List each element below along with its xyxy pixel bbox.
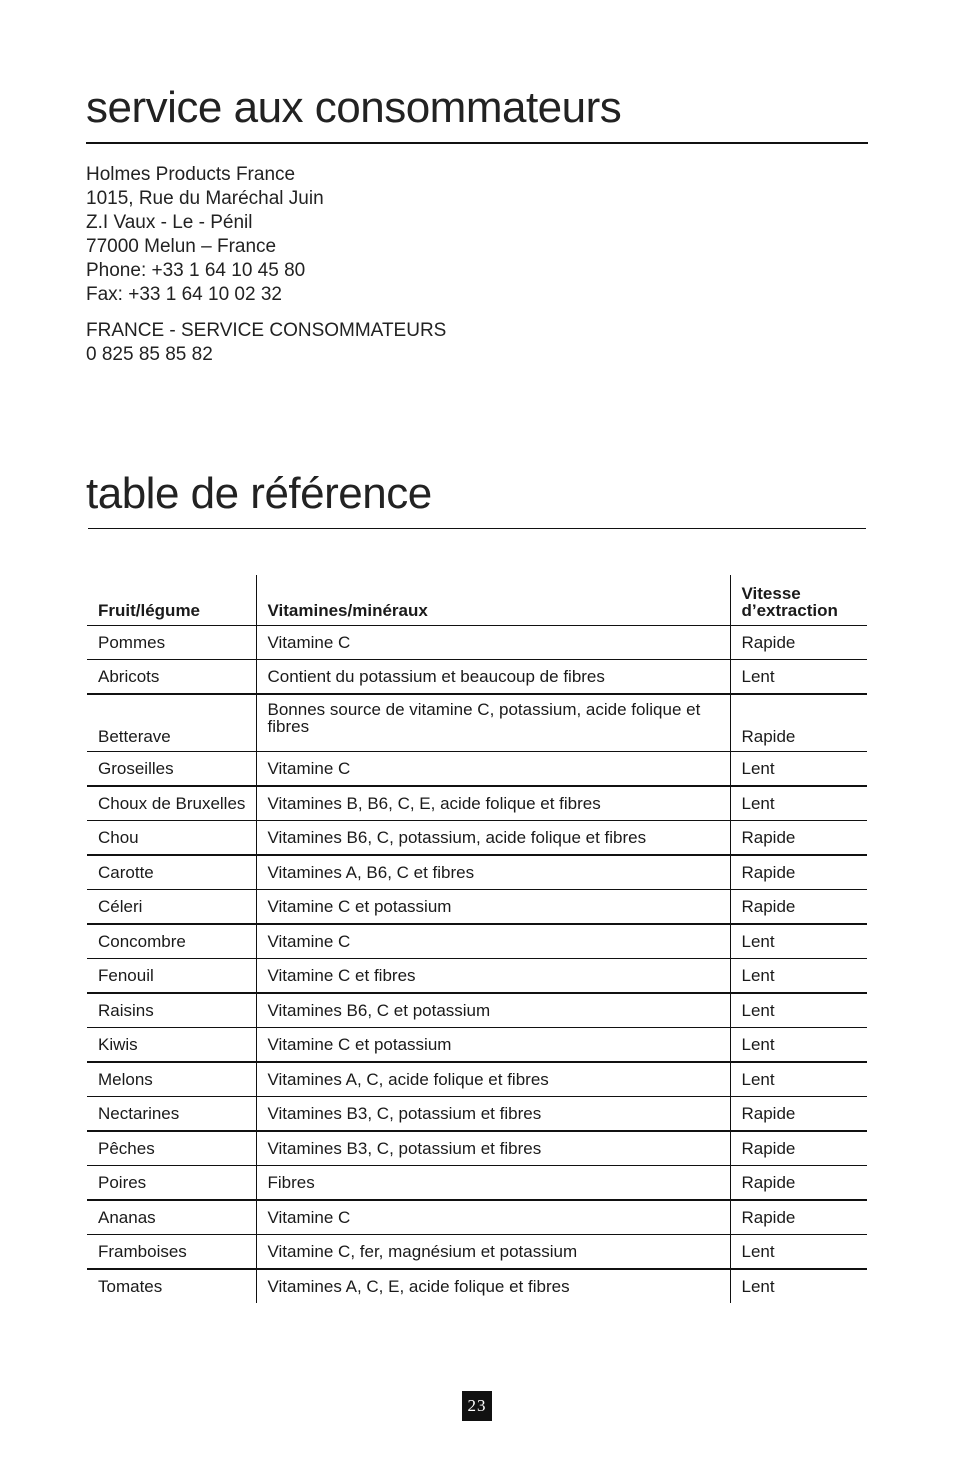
hotline-block	[86, 319, 446, 367]
table-row	[87, 924, 867, 959]
cell-speed: Rapide	[730, 1131, 867, 1166]
cell-speed: Rapide	[730, 694, 867, 752]
cell-vitamins: Vitamine C	[256, 626, 730, 660]
cell-fruit: Nectarines	[87, 1097, 256, 1132]
title-rule	[86, 142, 868, 144]
page-number: 23	[462, 1391, 492, 1421]
cell-vitamins: Vitamines B3, C, potassium et fibres	[256, 1097, 730, 1132]
cell-fruit: Kiwis	[87, 1028, 256, 1063]
address-line: Z.I Vaux - Le - Pénil	[86, 212, 253, 233]
address-line: 77000 Melun – France	[86, 236, 277, 257]
cell-speed: Lent	[730, 993, 867, 1028]
cell-vitamins: Bonnes source de vitamine C, potassium, acide folique et fibres	[256, 694, 730, 752]
table-row	[87, 752, 867, 787]
hotline-label: FRANCE - SERVICE CONSOMMATEURS	[86, 320, 447, 341]
cell-speed: Rapide	[730, 890, 867, 925]
cell-fruit: Choux de Bruxelles	[87, 786, 256, 821]
cell-fruit: Tomates	[98, 1277, 163, 1296]
cell-vitamins: Vitamine C et potassium	[256, 1028, 730, 1063]
cell-speed: Rapide	[730, 1166, 867, 1201]
table-row	[87, 1062, 867, 1097]
table-row	[87, 1235, 867, 1270]
cell-fruit: Fenouil	[87, 959, 256, 994]
cell-speed: Lent	[730, 1028, 867, 1063]
address-line: 1015, Rue du Maréchal Juin	[86, 188, 324, 209]
cell-vitamins: Contient du potassium et beaucoup de fibres	[256, 660, 730, 695]
cell-vitamins: Vitamines A, C, acide folique et fibres	[256, 1062, 730, 1097]
cell-fruit: Carotte	[87, 855, 256, 890]
cell-fruit: Betterave	[87, 694, 256, 752]
cell-vitamins: Fibres	[256, 1166, 730, 1201]
cell-vitamins: Vitamine C et potassium	[256, 890, 730, 925]
cell-speed: Lent	[730, 660, 867, 695]
title-rule	[88, 528, 866, 529]
header-speed: Vitesse d’extraction	[730, 575, 867, 626]
reference-table	[87, 575, 867, 1303]
cell-fruit: Melons	[87, 1062, 256, 1097]
header-fruit: Fruit/légume	[87, 575, 256, 626]
table-body	[87, 626, 867, 1304]
cell-fruit: Poires	[87, 1166, 256, 1201]
cell-speed: Lent	[730, 924, 867, 959]
cell-vitamins: Vitamine C	[256, 752, 730, 787]
cell-fruit: Raisins	[87, 993, 256, 1028]
service-title: service aux consommateurs	[86, 83, 622, 132]
cell-speed: Rapide	[730, 1097, 867, 1132]
cell-vitamins: Vitamines A, B6, C et fibres	[256, 855, 730, 890]
cell-fruit: Abricots	[87, 660, 256, 695]
cell-fruit: Pommes	[87, 626, 256, 660]
table-row	[87, 1200, 867, 1235]
table-row	[87, 821, 867, 856]
cell-speed: Lent	[730, 1269, 867, 1303]
cell-speed: Rapide	[730, 821, 867, 856]
cell-fruit: Groseilles	[87, 752, 256, 787]
phone-line: Phone: +33 1 64 10 45 80	[86, 260, 306, 281]
table-row	[87, 694, 867, 752]
cell-fruit: Ananas	[87, 1200, 256, 1235]
cell-vitamins: Vitamine C, fer, magnésium et potassium	[256, 1235, 730, 1270]
cell-vitamins: Vitamine C et fibres	[256, 959, 730, 994]
cell-vitamins: Vitamines B6, C et potassium	[256, 993, 730, 1028]
table-header-row	[87, 575, 867, 626]
cell-vitamins: Vitamine C	[256, 1200, 730, 1235]
cell-speed: Lent	[730, 959, 867, 994]
cell-speed: Rapide	[730, 1200, 867, 1235]
table-row	[87, 993, 867, 1028]
fax-line: Fax: +33 1 64 10 02 32	[86, 284, 282, 305]
table-row	[87, 1028, 867, 1063]
table-row	[87, 1269, 867, 1303]
table-row	[87, 1097, 867, 1132]
table-row	[87, 660, 867, 695]
cell-vitamins: Vitamines B, B6, C, E, acide folique et fibres	[256, 786, 730, 821]
cell-vitamins: Vitamine C	[256, 924, 730, 959]
cell-fruit: Chou	[87, 821, 256, 856]
address-block	[86, 163, 324, 307]
cell-vitamins: Vitamines B6, C, potassium, acide folique et fibres	[256, 821, 730, 856]
cell-fruit: Framboises	[87, 1235, 256, 1270]
cell-vitamins: Vitamines A, C, E, acide folique et fibres	[256, 1269, 730, 1303]
reference-title: table de référence	[86, 469, 432, 518]
cell-speed: Lent	[730, 752, 867, 787]
hotline-number: 0 825 85 85 82	[86, 344, 213, 365]
table-row	[87, 855, 867, 890]
cell-vitamins: Vitamines B3, C, potassium et fibres	[256, 1131, 730, 1166]
cell-speed: Rapide	[730, 626, 867, 660]
address-line: Holmes Products France	[86, 164, 296, 185]
header-vitamins: Vitamines/minéraux	[256, 575, 730, 626]
cell-speed: Rapide	[730, 855, 867, 890]
table-row	[87, 1166, 867, 1201]
table-row	[87, 786, 867, 821]
table-row	[87, 1131, 867, 1166]
cell-fruit: Céleri	[87, 890, 256, 925]
table-row	[87, 959, 867, 994]
cell-speed: Lent	[730, 1235, 867, 1270]
cell-fruit: Concombre	[87, 924, 256, 959]
cell-speed: Lent	[730, 786, 867, 821]
cell-fruit: Pêches	[87, 1131, 256, 1166]
table-row	[87, 890, 867, 925]
cell-speed: Lent	[730, 1062, 867, 1097]
table-row	[87, 626, 867, 660]
